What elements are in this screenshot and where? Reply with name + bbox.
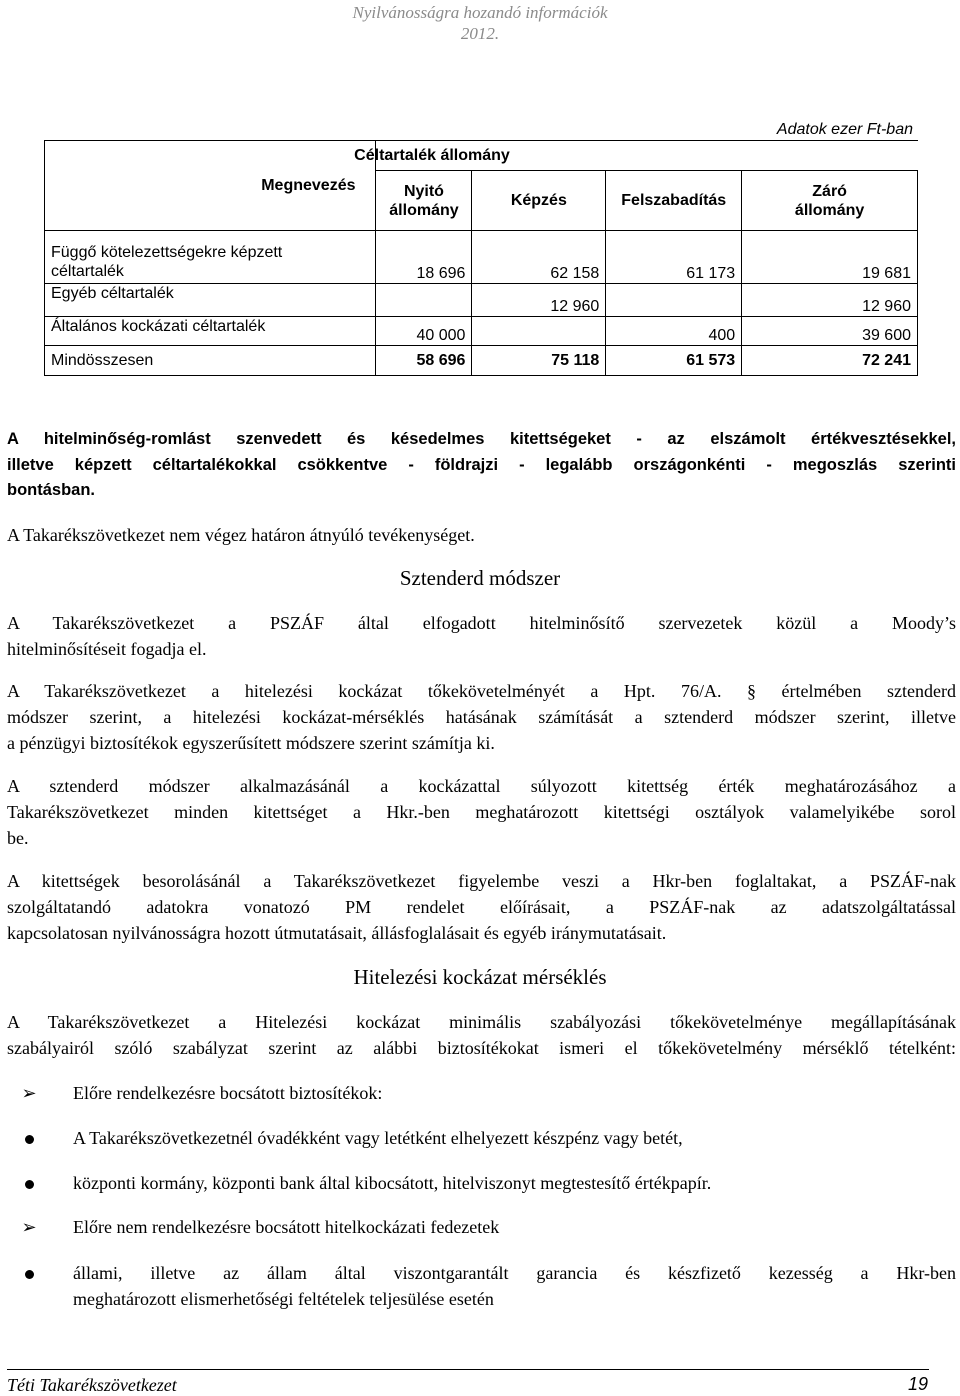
table-row [45, 231, 918, 284]
bold-paragraph-line: illetve képzett céltartalékokkal csökkentve - földrajzi - legalább országonkénti - megoszlás szerinti [7, 456, 956, 474]
cell-form: 12 960 [472, 284, 606, 317]
cell-close: 19 681 [742, 231, 918, 284]
table-row [45, 317, 918, 346]
provisions-table [44, 140, 918, 376]
cell-form: 62 158 [472, 231, 606, 284]
cell-open: 58 696 [376, 346, 472, 376]
row-label: Függő kötelezettségekre képzett céltartalék [45, 231, 376, 284]
row-label: Általános kockázati céltartalék [45, 317, 376, 346]
page-header [0, 2, 960, 44]
cell-release: 61 573 [606, 346, 742, 376]
cell-release: 61 173 [606, 231, 742, 284]
dot-bullet-icon [19, 1260, 39, 1286]
paragraph-line: A sztenderd módszer alkalmazásánál a kockázattal súlyozott kitettség érték meghatározásához a [7, 776, 956, 796]
cell-close: 39 600 [742, 317, 918, 346]
group-header: Céltartalék állomány [376, 141, 918, 171]
list-item: ➢ Előre rendelkezésre bocsátott biztosítékok: [7, 1080, 956, 1106]
paragraph-line: módszer szerint, a hitelezési kockázat-mérséklés hatásának számítását a sztenderd módszer szerint, illetve [7, 707, 956, 727]
paragraph-line: szabályairól szóló szabályzat szerint az alábbi biztosítékokat ismeri el tőkekövetelmény mérséklő tételként: [7, 1038, 956, 1058]
col-header-name: Megnevezés [45, 141, 376, 231]
col-header-close: Záró állomány [742, 171, 918, 231]
cell-open [376, 284, 472, 317]
section-heading: Sztenderd módszer [399, 566, 561, 590]
section-heading: Hitelezési kockázat mérséklés [353, 965, 607, 989]
list-item: A Takarékszövetkezetnél óvadékként vagy letétként elhelyezett készpénz vagy betét, [7, 1125, 956, 1151]
page-number: 19 [907, 1374, 928, 1394]
paragraph-line: hitelminősítéseit fogadja el. [7, 639, 207, 659]
paragraph-line: be. [7, 828, 29, 848]
col-header-open: Nyitó állomány [376, 171, 472, 231]
paragraph-line: A kitettségek besorolásánál a Takarékszövetkezet figyelembe veszi a Hkr-ben foglaltakat, a PSZÁF-nak [7, 871, 956, 891]
dot-bullet-icon [19, 1170, 39, 1196]
paragraph-line: A Takarékszövetkezet a hitelezési kockázat tőkekövetelményét a Hpt. 76/A. § értelmében sztenderd [7, 681, 956, 701]
paragraph-line: a pénzügyi biztosítékok egyszerűsített módszere szerint számítja ki. [7, 733, 495, 753]
row-label: Egyéb céltartalék [45, 284, 376, 317]
list-item: állami, illetve az állam által viszontgarantált garancia és készfizető kezesség a Hkr-ben meghatározott elismerhetőségi feltételek teljesülése esetén [7, 1260, 956, 1312]
paragraph-line: A Takarékszövetkezet a PSZÁF által elfogadott hitelminősítő szervezetek közül a Moody’s [7, 613, 956, 633]
bold-paragraph-line: bontásban. [7, 481, 96, 499]
col-header-form: Képzés [472, 171, 606, 231]
footer-org: Téti Takarékszövetkezet [7, 1375, 177, 1395]
paragraph-line: kapcsolatosan nyilvánosságra hozott útmutatásait, állásfoglalásait és egyéb iránymutatásait. [7, 923, 667, 943]
cell-open: 40 000 [376, 317, 472, 346]
unit-note: Adatok ezer Ft-ban [776, 121, 913, 138]
cell-form [472, 317, 606, 346]
list-item: központi kormány, központi bank által kibocsátott, hitelviszonyt megtestesítő értékpapír. [7, 1170, 956, 1196]
cell-open: 18 696 [376, 231, 472, 284]
arrow-bullet-icon: ➢ [21, 1083, 37, 1103]
paragraph-line: A Takarékszövetkezet a Hitelezési kockázat minimális szabályozási tőkekövetelménye megállapításának [7, 1012, 956, 1032]
cell-release: 400 [606, 317, 742, 346]
col-header-release: Felszabadítás [606, 171, 742, 231]
table-row-total [45, 346, 918, 376]
row-label: Mindösszesen [45, 346, 376, 376]
cell-form: 75 118 [472, 346, 606, 376]
paragraph-line: Takarékszövetkezet minden kitettséget a Hkr.-ben meghatározott kitettségi osztályok valamelyikébe sorol [7, 802, 956, 822]
arrow-bullet-icon: ➢ [21, 1217, 37, 1237]
paragraph-line: szolgáltatandó adatokra vonatozó PM rendelet előírásait, a PSZÁF-nak az adatszolgáltatással [7, 897, 956, 917]
cell-close: 12 960 [742, 284, 918, 317]
table-row [45, 284, 918, 317]
list-item: ➢ Előre nem rendelkezésre bocsátott hitelkockázati fedezetek [7, 1214, 956, 1240]
paragraph: A Takarékszövetkezet nem végez határon átnyúló tevékenységet. [7, 525, 475, 545]
header-title: Nyilvánosságra hozandó információk [352, 3, 608, 22]
header-year: 2012. [460, 24, 500, 43]
dot-bullet-icon [19, 1125, 39, 1151]
cell-release [606, 284, 742, 317]
cell-close: 72 241 [742, 346, 918, 376]
bold-paragraph-line: A hitelminőség-romlást szenvedett és késedelmes kitettségeket - az elszámolt értékvesztésekkel, [7, 430, 956, 448]
footer-rule [7, 1369, 929, 1370]
